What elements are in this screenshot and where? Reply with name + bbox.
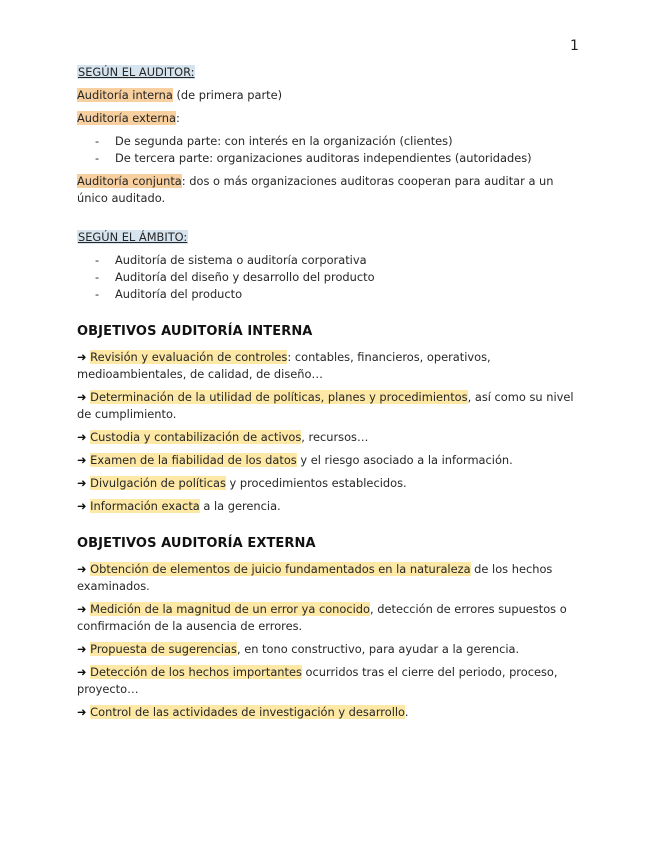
arrow-right-icon: ➜: [77, 350, 87, 364]
section-heading-auditor: SEGÚN EL AUDITOR:: [78, 65, 195, 79]
arrow-right-icon: ➜: [77, 476, 87, 490]
ambito-list: [77, 252, 577, 303]
auditoria-interna-text: (de primera parte): [172, 88, 283, 102]
objective-text: , así como su nivel de cumplimiento.: [77, 390, 574, 421]
objective-item: [77, 498, 577, 515]
objective-item: [77, 704, 577, 721]
arrow-right-icon: ➜: [77, 453, 87, 467]
arrow-right-icon: ➜: [77, 390, 87, 404]
objective-item: [77, 475, 577, 492]
objective-text: , detección de errores supuestos o confirmación de la ausencia de errores.: [77, 602, 567, 633]
objective-highlight: Examen de la fiabilidad de los datos: [90, 453, 297, 467]
arrow-right-icon: ➜: [77, 602, 87, 616]
ambito-heading-line: [77, 229, 577, 246]
objective-highlight: Información exacta: [90, 499, 200, 513]
externa-list: [77, 133, 577, 167]
heading-objetivos-externa: OBJETIVOS AUDITORÍA EXTERNA: [77, 536, 316, 551]
arrow-right-icon: ➜: [77, 665, 87, 679]
auditoria-conjunta-line: [77, 173, 577, 207]
objective-text: .: [404, 705, 409, 719]
objective-highlight: Revisión y evaluación de controles: [90, 350, 288, 364]
objective-item: [77, 429, 577, 446]
document-body: [77, 64, 577, 727]
objective-item: [77, 664, 577, 698]
arrow-right-icon: ➜: [77, 705, 87, 719]
page-number: 1: [570, 38, 579, 54]
objective-highlight: Medición de la magnitud de un error ya conocido: [90, 602, 370, 616]
arrow-right-icon: ➜: [77, 499, 87, 513]
auditoria-externa-label: Auditoría externa: [77, 111, 176, 125]
objective-text: , recursos…: [301, 430, 369, 444]
section-heading-ambito: SEGÚN EL ÁMBITO:: [78, 230, 188, 244]
list-item: - Auditoría del producto: [77, 286, 577, 303]
objective-highlight: Custodia y contabilización de activos: [90, 430, 302, 444]
auditoria-interna-label: Auditoría interna: [77, 88, 173, 102]
auditoria-interna-line: [77, 87, 577, 104]
objective-highlight: Propuesta de sugerencias: [90, 642, 237, 656]
objective-item: [77, 349, 577, 383]
objective-item: [77, 561, 577, 595]
objective-text: y procedimientos establecidos.: [225, 476, 407, 490]
objective-highlight: Obtención de elementos de juicio fundamentados en la naturaleza: [90, 562, 471, 576]
objective-highlight: Control de las actividades de investigación y desarrollo: [90, 705, 405, 719]
objective-highlight: Detección de los hechos importantes: [90, 665, 302, 679]
auditoria-conjunta-text: : dos o más organizaciones auditoras cooperan para auditar a un único auditado.: [77, 174, 554, 205]
objective-text: , en tono constructivo, para ayudar a la gerencia.: [236, 642, 520, 656]
objective-item: [77, 452, 577, 469]
objective-text: ocurridos tras el cierre del periodo, proceso, proyecto…: [77, 665, 558, 696]
objective-highlight: Determinación de la utilidad de políticas, planes y procedimientos: [90, 390, 468, 404]
objective-item: [77, 601, 577, 635]
objective-text: de los hechos examinados.: [77, 562, 553, 593]
objective-text: : contables, financieros, operativos, medioambientales, de calidad, de diseño…: [77, 350, 491, 381]
list-item: - Auditoría del diseño y desarrollo del producto: [77, 269, 577, 286]
objective-highlight: Divulgación de políticas: [90, 476, 226, 490]
auditoria-externa-line: [77, 110, 577, 127]
auditoria-externa-colon: :: [176, 111, 180, 125]
arrow-right-icon: ➜: [77, 562, 87, 576]
list-item: - De segunda parte: con interés en la organización (clientes): [77, 133, 577, 150]
auditor-heading-line: [77, 64, 577, 81]
list-item: - De tercera parte: organizaciones auditoras independientes (autoridades): [77, 150, 577, 167]
objective-item: [77, 389, 577, 423]
arrow-right-icon: ➜: [77, 430, 87, 444]
objective-text: a la gerencia.: [199, 499, 281, 513]
auditoria-conjunta-label: Auditoría conjunta: [77, 174, 182, 188]
heading-objetivos-interna: OBJETIVOS AUDITORÍA INTERNA: [77, 324, 313, 339]
objective-text: y el riesgo asociado a la información.: [296, 453, 513, 467]
arrow-right-icon: ➜: [77, 642, 87, 656]
objective-item: [77, 641, 577, 658]
list-item: - Auditoría de sistema o auditoría corporativa: [77, 252, 577, 269]
